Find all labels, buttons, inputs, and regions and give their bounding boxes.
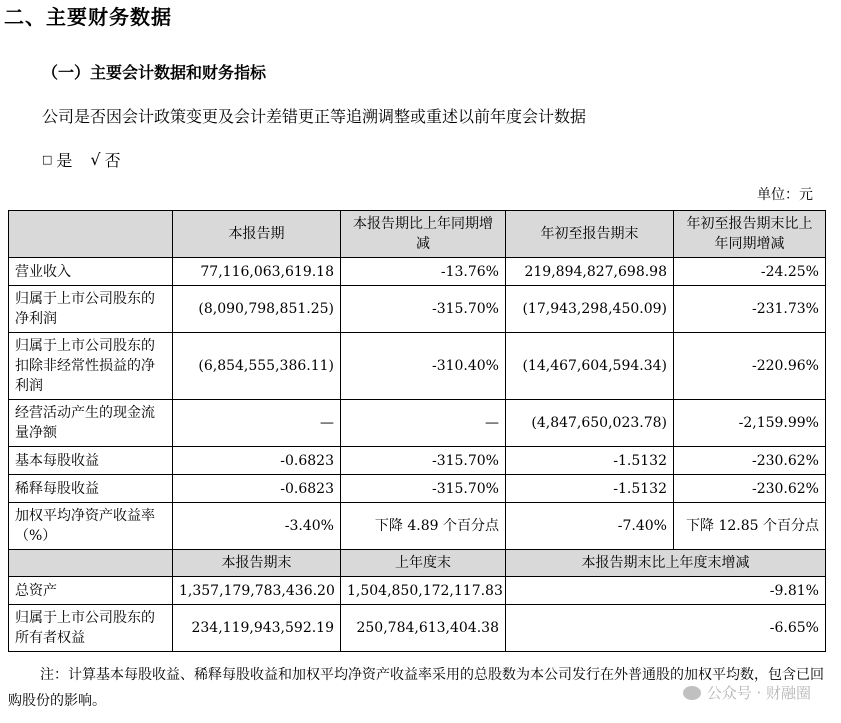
- header-cell: 上年度末: [341, 550, 506, 577]
- row-label: 归属于上市公司股东的所有者权益: [9, 605, 173, 652]
- cell-value: 1,357,179,783,436.20: [173, 577, 341, 605]
- cell-value: -220.96%: [674, 333, 826, 400]
- cell-value: -7.40%: [506, 503, 674, 550]
- table-header-row-balance: [9, 550, 826, 577]
- cell-value: -315.70%: [341, 286, 506, 333]
- cell-value: -315.70%: [341, 447, 506, 475]
- cell-value: 219,894,827,698.98: [506, 258, 674, 286]
- cell-value: -1.5132: [506, 475, 674, 503]
- header-cell: 年初至报告期末: [506, 211, 674, 258]
- header-cell: [9, 550, 173, 577]
- restatement-answer: [42, 148, 121, 171]
- watermark: [683, 682, 811, 703]
- financial-data-table: [8, 210, 826, 652]
- header-cell: 本报告期比上年同期增减: [341, 211, 506, 258]
- table-row: [9, 333, 826, 400]
- cell-value: -310.40%: [341, 333, 506, 400]
- cell-value: (14,467,604,594.34): [506, 333, 674, 400]
- header-cell: 年初至报告期末比上年同期增减: [674, 211, 826, 258]
- table-row: [9, 258, 826, 286]
- cell-value: -24.25%: [674, 258, 826, 286]
- table-row: [9, 503, 826, 550]
- cell-value: -0.6823: [173, 447, 341, 475]
- cell-value: -0.6823: [173, 475, 341, 503]
- row-label: 归属于上市公司股东的净利润: [9, 286, 173, 333]
- cell-value: (4,847,650,023.78): [506, 400, 674, 447]
- header-cell: 本报告期末比上年度末增减: [506, 550, 826, 577]
- cell-value: 250,784,613,404.38: [341, 605, 506, 652]
- cell-value: 下降 4.89 个百分点: [341, 503, 506, 550]
- cell-value: -231.73%: [674, 286, 826, 333]
- cell-value: 1,504,850,172,117.83: [341, 577, 506, 605]
- section-title: 二、主要财务数据: [4, 5, 172, 29]
- answer-yes-label: 是: [56, 151, 73, 170]
- cell-value: —: [173, 400, 341, 447]
- header-cell: 本报告期末: [173, 550, 341, 577]
- cell-value: -230.62%: [674, 475, 826, 503]
- header-cell: [9, 211, 173, 258]
- cell-value: -13.76%: [341, 258, 506, 286]
- cell-value: -3.40%: [173, 503, 341, 550]
- cell-value: -230.62%: [674, 447, 826, 475]
- row-label: 总资产: [9, 577, 173, 605]
- cell-value: 下降 12.85 个百分点: [674, 503, 826, 550]
- checkmark-icon: √: [90, 150, 101, 169]
- sub-title: （一）主要会计数据和财务指标: [42, 63, 267, 82]
- row-label: 营业收入: [9, 258, 173, 286]
- row-label: 基本每股收益: [9, 447, 173, 475]
- table-row: [9, 605, 826, 652]
- cell-value: -6.65%: [506, 605, 826, 652]
- row-label: 经营活动产生的现金流量净额: [9, 400, 173, 447]
- header-cell: 本报告期: [173, 211, 341, 258]
- watermark-text: 公众号 · 财融圈: [706, 684, 811, 702]
- cell-value: (6,854,555,386.11): [173, 333, 341, 400]
- checkbox-empty-icon: □: [42, 153, 53, 166]
- table-header-row: [9, 211, 826, 258]
- table-row: [9, 447, 826, 475]
- row-label: 加权平均净资产收益率（%）: [9, 503, 173, 550]
- cell-value: —: [341, 400, 506, 447]
- cell-value: -315.70%: [341, 475, 506, 503]
- unit-label: 单位：元: [757, 187, 813, 203]
- cell-value: -9.81%: [506, 577, 826, 605]
- cell-value: (17,943,298,450.09): [506, 286, 674, 333]
- cell-value: (8,090,798,851.25): [173, 286, 341, 333]
- cell-value: -2,159.99%: [674, 400, 826, 447]
- wechat-icon: [683, 686, 701, 700]
- cell-value: 234,119,943,592.19: [173, 605, 341, 652]
- table-row: [9, 400, 826, 447]
- footnote: 注：计算基本每股收益、稀释每股收益和加权平均净资产收益率采用的总股数为本公司发行在外普通股的加权平均数，包含已回购股份的影响。: [8, 667, 824, 709]
- cell-value: 77,116,063,619.18: [173, 258, 341, 286]
- table-row: [9, 577, 826, 605]
- table-row: [9, 475, 826, 503]
- row-label: 归属于上市公司股东的扣除非经常性损益的净利润: [9, 333, 173, 400]
- table-row: [9, 286, 826, 333]
- row-label: 稀释每股收益: [9, 475, 173, 503]
- answer-no-label: 否: [104, 151, 121, 170]
- restatement-question: 公司是否因会计政策变更及会计差错更正等追溯调整或重述以前年度会计数据: [42, 107, 587, 126]
- cell-value: -1.5132: [506, 447, 674, 475]
